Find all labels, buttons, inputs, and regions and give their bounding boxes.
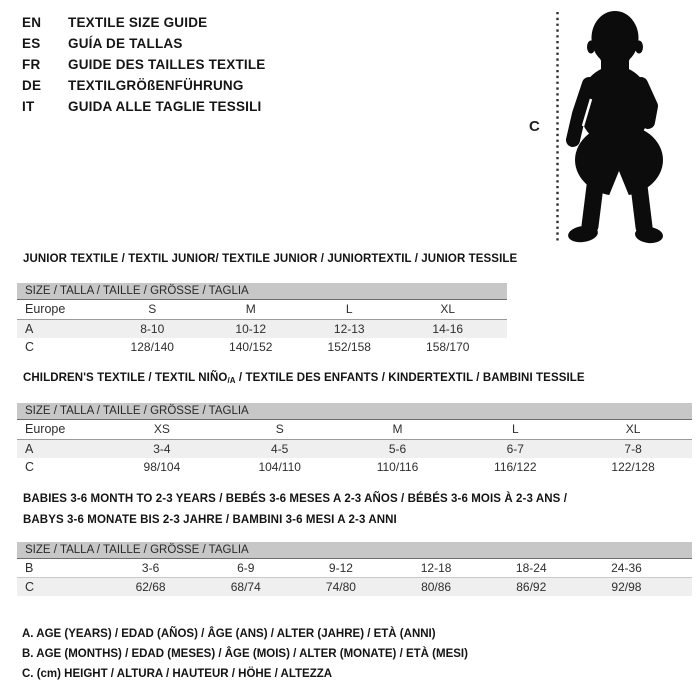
table-cell: 80/86	[421, 580, 452, 594]
language-title: TEXTILGRÖßENFÜHRUNG	[68, 78, 244, 93]
babies-table-title-line1: BABIES 3-6 MONTH TO 2-3 YEARS / BEBÉS 3-6 MESES A 2-3 AÑOS / BÉBÉS 3-6 MOIS À 2-3 ANS /	[23, 493, 567, 505]
row-label: B	[25, 561, 34, 575]
children-title-subscript: /A	[227, 376, 236, 385]
row-label: C	[25, 340, 35, 354]
language-code: ES	[22, 36, 41, 51]
babies-table-title-line2: BABYS 3-6 MONATE BIS 2-3 JAHRE / BAMBINI 3-6 MESI A 2-3 ANNI	[23, 514, 397, 526]
table-cell: S	[275, 422, 284, 436]
table-cell: S	[148, 302, 157, 316]
table-row-age	[17, 320, 507, 338]
language-row-fr	[22, 54, 266, 75]
row-label: C	[25, 580, 35, 594]
table-row-age-months	[17, 559, 692, 578]
table-cell: 68/74	[230, 580, 261, 594]
table-cell: 6-9	[237, 561, 255, 575]
language-title: GUIDA ALLE TAGLIE TESSILI	[68, 99, 262, 114]
table-cell: 7-8	[624, 442, 642, 456]
table-cell: 74/80	[325, 580, 356, 594]
table-cell: 158/170	[426, 340, 470, 354]
table-cell: 116/122	[494, 460, 537, 474]
language-code: DE	[22, 78, 42, 93]
babies-size-table	[17, 542, 692, 596]
table-cell: 140/152	[229, 340, 273, 354]
legend-notes	[22, 624, 468, 684]
children-size-table	[17, 403, 692, 476]
row-label: A	[25, 442, 34, 456]
table-cell: 86/92	[516, 580, 547, 594]
language-row-en	[22, 12, 266, 33]
table-row-europe	[17, 300, 507, 320]
note-age-months: B. AGE (MONTHS) / EDAD (MESES) / ÂGE (MOIS) / ALTER (MONATE) / ETÀ (MESI)	[22, 648, 468, 660]
size-header-row: SIZE / TALLA / TAILLE / GRÖSSE / TAGLIA	[17, 542, 692, 559]
row-label: A	[25, 322, 34, 336]
table-cell: L	[511, 422, 519, 436]
table-cell: 18-24	[515, 561, 547, 575]
table-cell: XL	[625, 422, 641, 436]
table-row-age	[17, 440, 692, 458]
table-cell: 9-12	[328, 561, 353, 575]
height-measure-label: C	[529, 118, 540, 135]
table-cell: 6-7	[506, 442, 524, 456]
table-cell: 10-12	[235, 322, 267, 336]
table-cell: 122/128	[611, 460, 655, 474]
toddler-silhouette-icon	[525, 4, 685, 249]
row-label: Europe	[25, 422, 66, 436]
row-label: C	[25, 460, 35, 474]
table-cell: 62/68	[135, 580, 166, 594]
table-cell: 12-13	[333, 322, 365, 336]
table-row-height	[17, 458, 692, 476]
language-title: GUÍA DE TALLAS	[68, 36, 183, 51]
table-row-height	[17, 578, 692, 596]
table-cell: 92/98	[611, 580, 642, 594]
junior-size-table	[17, 283, 507, 356]
language-row-it	[22, 96, 266, 117]
table-cell: 4-5	[271, 442, 289, 456]
table-cell: M	[392, 422, 403, 436]
table-row-height	[17, 338, 507, 356]
table-cell: XL	[440, 302, 456, 316]
junior-table-title: JUNIOR TEXTILE / TEXTIL JUNIOR/ TEXTILE JUNIOR / JUNIORTEXTIL / JUNIOR TESSILE	[23, 253, 518, 265]
table-cell: 12-18	[420, 561, 452, 575]
table-cell: 128/140	[130, 340, 174, 354]
table-row-europe	[17, 420, 692, 440]
table-cell: 3-4	[153, 442, 171, 456]
language-code: FR	[22, 57, 41, 72]
table-cell: XS	[153, 422, 170, 436]
table-cell: 152/158	[327, 340, 371, 354]
row-label: Europe	[25, 302, 66, 316]
language-title-list	[22, 12, 266, 117]
size-header-row: SIZE / TALLA / TAILLE / GRÖSSE / TAGLIA	[17, 403, 692, 420]
language-row-es	[22, 33, 266, 54]
language-title: TEXTILE SIZE GUIDE	[68, 15, 208, 30]
table-cell: 3-6	[141, 561, 160, 575]
language-code: IT	[22, 99, 35, 114]
table-cell: L	[345, 302, 353, 316]
children-table-title	[23, 372, 585, 385]
table-cell: 8-10	[140, 322, 165, 336]
table-cell: M	[245, 302, 256, 316]
table-cell: 98/104	[143, 460, 181, 474]
note-height-cm: C. (cm) HEIGHT / ALTURA / HAUTEUR / HÖHE / ALTEZZA	[22, 668, 333, 680]
language-title: GUIDE DES TAILLES TEXTILE	[68, 57, 266, 72]
table-cell: 5-6	[388, 442, 407, 456]
children-title-part1: CHILDREN'S TEXTILE / TEXTIL NIÑO	[23, 372, 228, 384]
table-cell: 110/116	[376, 460, 419, 474]
size-header-row: SIZE / TALLA / TAILLE / GRÖSSE / TAGLIA	[17, 283, 507, 300]
table-cell: 24-36	[611, 561, 642, 575]
table-cell: 104/110	[258, 460, 301, 474]
table-cell: 14-16	[432, 322, 464, 336]
children-title-part2: / TEXTILE DES ENFANTS / KINDERTEXTIL / BAMBINI TESSILE	[235, 372, 585, 384]
language-code: EN	[22, 15, 42, 30]
language-row-de	[22, 75, 266, 96]
note-age-years: A. AGE (YEARS) / EDAD (AÑOS) / ÂGE (ANS) / ALTER (JAHRE) / ETÀ (ANNI)	[22, 628, 436, 640]
